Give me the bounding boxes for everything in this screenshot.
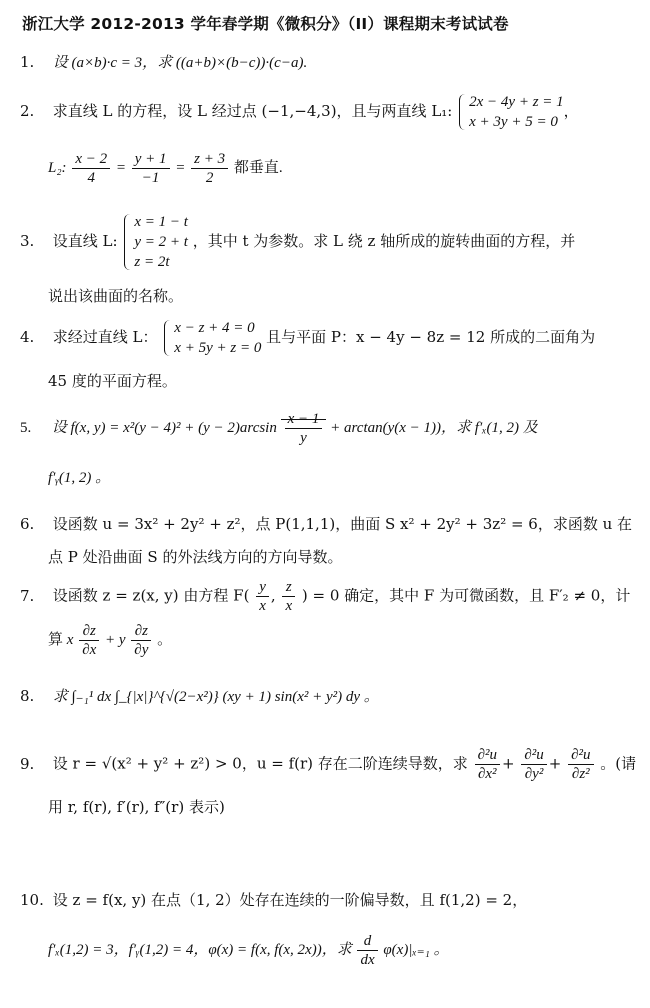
question-number: 9. bbox=[20, 754, 35, 773]
fraction: $\frac{\partial z}{\partial x}$ bbox=[79, 622, 99, 659]
question-text: 设 z = f(x, y) 在点（1, 2）处存在连续的一阶偏导数，且 f(1,2) = 2， bbox=[52, 891, 528, 909]
question-2: 2. 求直线 L 的方程，设 L 经过点 (−1,−4,3)，且与两直线 L₁: 2x − 4y + z = 1 x + 3y + 5 = 0 ， bbox=[20, 94, 579, 130]
question-text: 求 ∫₋₁¹ dx ∫_{|x|}^{√(2−x²)} (xy + 1) sin(x² + y²) dy 。 bbox=[52, 689, 379, 705]
fraction: $\frac{y + 1}{-1}$ bbox=[132, 150, 170, 187]
question-9: 9. 设 r = √(x² + y² + z²) > 0，u = f(r) 存在二阶连续导数，求 $\frac{\text{∂²u}}{\text{∂x²}}$ + $\frac{\text{∂²u}}{\text{∂y²}}$ + $\frac{\text{∂²u}}{\text{∂z²}}$ 。(请 bbox=[20, 747, 637, 782]
question-text: ，其中 t 为参数。求 L 绕 z 轴所成的旋转曲面的方程，并 bbox=[192, 232, 576, 250]
question-3: 3. 设直线 L: x = 1 − t y = 2 + t z = 2t ，其中 t 为参数。求 L 绕 z 轴所成的旋转曲面的方程，并 bbox=[20, 214, 576, 270]
fraction: $\frac{\text{∂²u}}{\text{∂x²}}$ bbox=[475, 746, 500, 783]
question-number: 7. bbox=[20, 586, 35, 605]
question-3-cont: 说出该曲面的名称。 bbox=[48, 287, 184, 305]
fraction: $\frac{\partial z}{\partial y}$ bbox=[131, 622, 151, 659]
fraction: $\frac{z + 3}{2}$ bbox=[191, 150, 228, 187]
question-text: 且与平面 P：x − 4y − 8z = 12 所成的二面角为 bbox=[266, 328, 596, 346]
square-root: $\frac{x - 1}{y}$ bbox=[281, 419, 327, 436]
question-number: 3. bbox=[20, 232, 35, 250]
question-4-cont: 45 度的平面方程。 bbox=[48, 372, 177, 390]
question-5-cont: f′ᵧ(1, 2) 。 bbox=[48, 470, 111, 486]
question-2-cont: L₂: $\frac{x - 2}{4}$ = $\frac{y + 1}{-1}$ = $\frac{z + 3}{2}$ 都垂直. bbox=[48, 151, 283, 186]
question-number: 4. bbox=[20, 328, 35, 346]
question-1 bbox=[20, 52, 620, 73]
question-6 bbox=[20, 514, 633, 534]
question-text: 设函数 u = 3x² + 2y² + z²，点 P(1,1,1)，曲面 S x² + 2y² + 3z² = 6，求函数 u 在 bbox=[52, 515, 633, 533]
question-9-cont: 用 r, f(r), f′(r), f″(r) 表示) bbox=[48, 798, 225, 816]
exam-title: 浙江大学 2012-2013 学年春学期《微积分》（II）课程期末考试试卷 bbox=[22, 15, 509, 33]
fraction: $\frac{d}{dx}$ bbox=[357, 932, 377, 969]
question-number: 6. bbox=[20, 515, 35, 533]
question-6-cont: 点 P 处沿曲面 S 的外法线方向的方向导数。 bbox=[48, 548, 343, 566]
equation-system: x − z + 4 = 0 x + 5y + z = 0 bbox=[162, 318, 261, 358]
question-number: 5. bbox=[20, 419, 32, 436]
question-number: 8. bbox=[20, 687, 35, 705]
question-number: 10. bbox=[20, 891, 44, 909]
question-text: 求直线 L 的方程，设 L 经过点 (−1,−4,3)，且与两直线 L₁: bbox=[52, 102, 453, 120]
question-10-cont: f′ₓ(1,2) = 3，f′ᵧ(1,2) = 4，φ(x) = f(x, f(x, 2x))，求 $\frac{d}{dx}$ φ(x)|ₓ₌₁ 。 bbox=[48, 933, 449, 968]
equation-system: 2x − 4y + z = 1 x + 3y + 5 = 0 bbox=[457, 92, 564, 132]
fraction: $\frac{y}{x}$ bbox=[256, 578, 269, 615]
equation-system: x = 1 − t y = 2 + t z = 2t bbox=[122, 212, 188, 272]
question-number: 1. bbox=[20, 53, 35, 71]
question-8 bbox=[20, 686, 620, 707]
question-7: 7. 设函数 z = z(x, y) 由方程 F( $\frac{y}{x}$ , $\frac{z}{x}$ ) = 0 确定，其中 F 为可微函数，且 F′₂ ≠ 0，计 bbox=[20, 579, 631, 614]
question-4: 4. 求经过直线 L： x − z + 4 = 0 x + 5y + z = 0 且与平面 P：x − 4y − 8z = 12 所成的二面角为 bbox=[20, 320, 596, 356]
question-10 bbox=[20, 890, 620, 910]
fraction: $\frac{z}{x}$ bbox=[282, 578, 295, 615]
question-number: 2. bbox=[20, 102, 35, 120]
question-7-cont: 算 x $\frac{\partial z}{\partial x}$ + y $\frac{\partial z}{\partial y}$ 。 bbox=[48, 623, 173, 658]
question-text: 设 (a×b)·c = 3，求 ((a+b)×(b−c))·(c−a). bbox=[52, 55, 308, 71]
fraction: $\frac{\text{∂²u}}{\text{∂z²}}$ bbox=[568, 746, 593, 783]
question-5: 5. 设 f(x, y) = x²(y − 4)² + (y − 2)arcsin $\frac{x - 1}{y}$ + arctan(y(x − 1))，求 f′ₓ(1, 2) 及 bbox=[20, 411, 538, 446]
fraction: $\frac{\text{∂²u}}{\text{∂y²}}$ bbox=[521, 746, 546, 783]
fraction: $\frac{x - 2}{4}$ bbox=[72, 150, 110, 187]
